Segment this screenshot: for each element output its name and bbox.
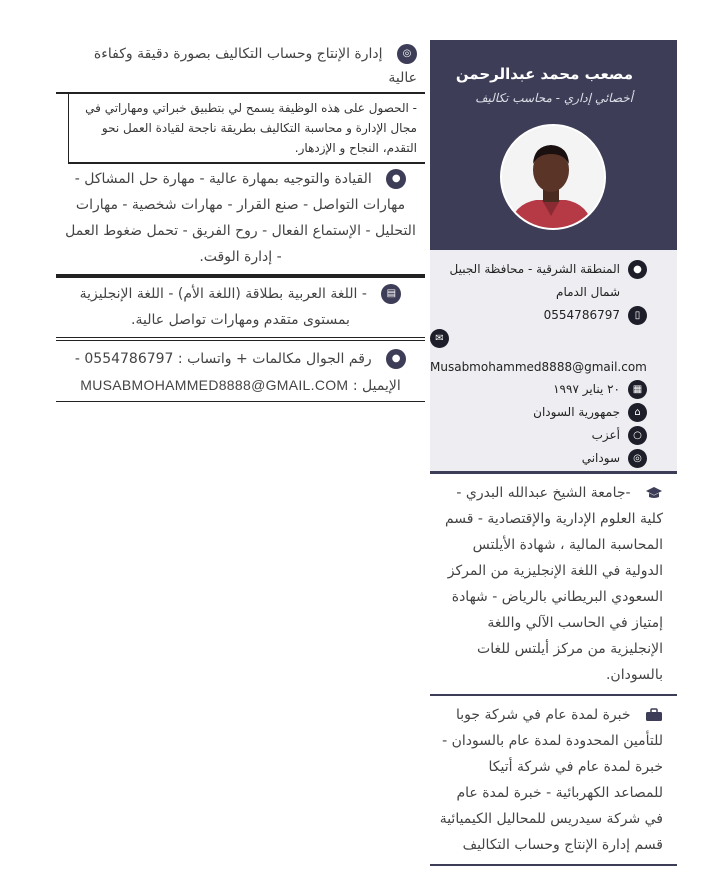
detail-marital-status: ○ أعزب bbox=[430, 424, 647, 447]
objective-body: - الحصول على هذه الوظيفة يسمح لي بتطبيق خبراتي ومهاراتي في مجال الإدارة و محاسبة التكاليف بطريقة ناجحة لقيادة العمل نحو التقدم، النجاح و الإزدهار. bbox=[68, 94, 425, 164]
skills-section: ● القيادة والتوجيه بمهارة عالية - مهارة حل المشاكل - مهارات التواصل - صنع القرار - مهارات شخصية - مهارات التحليل - الإستماع الفعال - روح الفريق - تحمل ضغوط العمل - إدارة الوقت. bbox=[56, 164, 425, 278]
phone-icon: ▯ bbox=[628, 306, 647, 325]
detail-birth-place: ⌂ جمهورية السودان bbox=[430, 401, 647, 424]
profile-header bbox=[430, 40, 677, 250]
email-icon: ✉ bbox=[430, 329, 449, 348]
contact-phone-line: ● رقم الجوال مكالمات + واتساب : 0554786797 - bbox=[62, 346, 419, 372]
experience-section: خبرة لمدة عام في شركة جوبا للتأمين المحدودة لمدة عام بالسودان - خبرة لمدة عام في شركة أتيكا للمصاعد الكهربائية - خبرة لمدة عام في شركة سيدريس للمحاليل الكيميائية قسم إدارة الإنتاج وحساب التكاليف bbox=[430, 696, 677, 866]
profile-photo bbox=[500, 124, 606, 230]
objective-heading: ◎ إدارة الإنتاج وحساب التكاليف بصورة دقيقة وكفاءة عالية bbox=[56, 40, 425, 94]
briefcase-icon bbox=[645, 708, 663, 722]
education-section: -جامعة الشيخ عبدالله البدري - كلية العلوم الإدارية والإقتصادية - قسم المحاسبة المالية ، شهادة الأيلتس الدولية في اللغة الإنجليزية من المركز السعودي البريطاني بالرياض - شهادة إمتياز في الحاسب الآلي واللغة الإنجليزية من مركز أيلتس للغات بالسودان. bbox=[430, 474, 677, 696]
detail-phone: ▯ 0554786797 bbox=[430, 304, 647, 327]
detail-email: ✉ Musabmohammed8888@gmail.com bbox=[430, 327, 647, 378]
contact-section bbox=[56, 341, 425, 402]
languages-section: ▤ - اللغة العربية بطلاقة (اللغة الأم) - اللغة الإنجليزية بمستوى متقدم ومهارات تواصل عالية. bbox=[56, 278, 425, 338]
language-icon: ▤ bbox=[381, 284, 401, 304]
team-icon: ● bbox=[386, 169, 406, 189]
detail-nationality: ◎ سوداني bbox=[430, 447, 647, 470]
detail-location: ● المنطقة الشرقية - محافظة الجبيل bbox=[430, 258, 647, 281]
globe-icon: ◎ bbox=[628, 449, 647, 468]
personal-details bbox=[430, 250, 677, 474]
sidebar bbox=[430, 40, 677, 866]
profile-name: مصعب محمد عبدالرحمن bbox=[455, 65, 633, 83]
ring-icon: ○ bbox=[628, 426, 647, 445]
location-icon: ● bbox=[628, 260, 647, 279]
profile-job-title: أخصائي إداري - محاسب تكاليف bbox=[475, 91, 633, 105]
target-icon: ◎ bbox=[397, 44, 417, 64]
graduation-cap-icon bbox=[645, 486, 663, 500]
calendar-icon: ▦ bbox=[628, 380, 647, 399]
contact-icon: ● bbox=[386, 349, 406, 369]
main-column bbox=[56, 40, 425, 402]
contact-email-line: الإيميل : MUSABMOHAMMED8888@GMAIL.COM bbox=[80, 377, 401, 394]
contact-email-link[interactable]: MUSABMOHAMMED8888@GMAIL.COM bbox=[80, 377, 349, 393]
detail-location-2: شمال الدمام bbox=[556, 285, 620, 299]
detail-birth-date: ▦ ٢٠ يناير ١٩٩٧ bbox=[430, 378, 647, 401]
home-icon: ⌂ bbox=[628, 403, 647, 422]
